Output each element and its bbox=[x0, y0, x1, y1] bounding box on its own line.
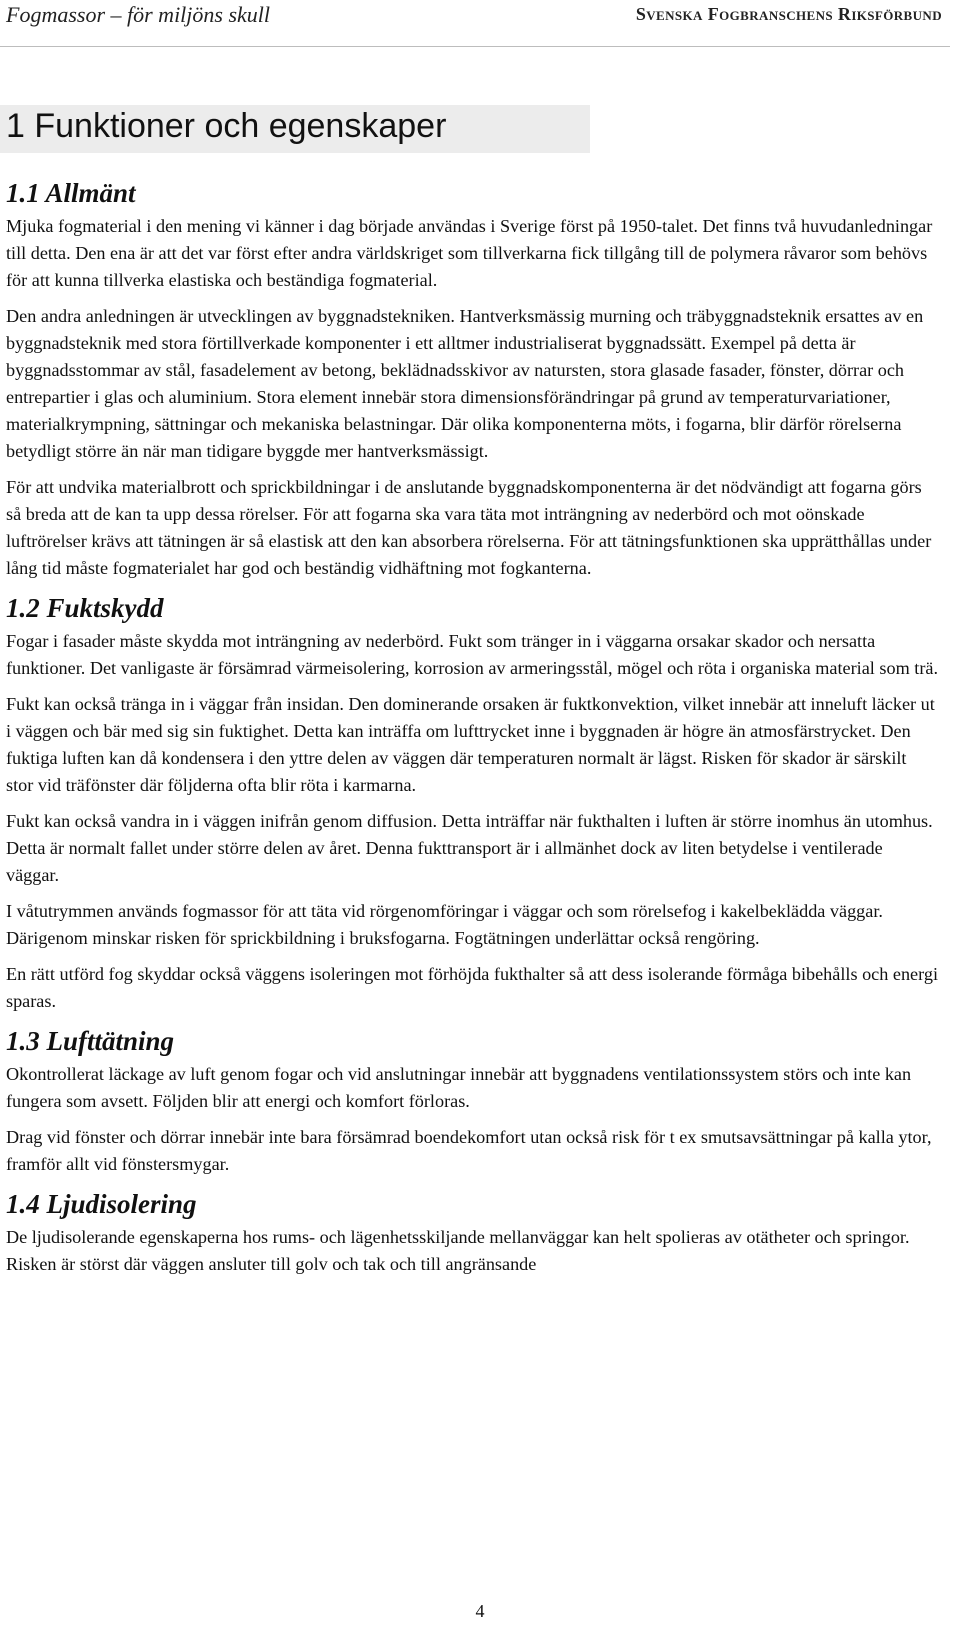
document-body bbox=[6, 176, 938, 1287]
paragraph: Okontrollerat läckage av luft genom fogar och vid anslutningar innebär att byggnadens ventilationssystem störs och inte kan fungera som avsett. Följden blir att energi och komfort förloras. bbox=[6, 1064, 912, 1111]
paragraph: Fukt kan också tränga in i väggar från insidan. Den dominerande orsaken är fuktkonvektion, vilket innebär att inneluft läcker ut i väggen och bär med sig sin fuktighet. Detta kan inträffa om lufttrycket inne i byggnaden är högre än atmosfärstrycket. Den fuktiga luften kan då kondensera i den yttre delen av väggen där temperaturen normalt är lägst. Risken för skador är särskilt stor vid träfönster där följderna ofta blir röta i karmarna. bbox=[6, 694, 935, 795]
paragraph: De ljudisolerande egenskaperna hos rums- och lägenhetsskiljande mellanväggar kan helt spolieras av otätheter och springor. Risken är störst där väggen ansluter till golv och tak och till angränsande bbox=[6, 1227, 910, 1274]
running-header-title: Fogmassor – för miljöns skull bbox=[6, 2, 271, 27]
section-heading: 1.1 Allmänt bbox=[6, 178, 136, 208]
paragraph: För att undvika materialbrott och sprickbildningar i de anslutande byggnadskomponenterna är det nödvändigt att fogarna görs så breda att de kan ta upp dessa rörelser. För att fogarna ska vara täta mot inträngning av nederbörd och mot oönskade luftrörelser krävs att tätningen är så elastisk att den kan absorbera rörelserna. För att tätningsfunktionen ska upprätthållas under lång tid måste fogmaterialet har god och beständig vidhäftning mot fogkanterna. bbox=[6, 477, 932, 578]
chapter-title: 1 Funktioner och egenskaper bbox=[6, 107, 447, 145]
page-header bbox=[0, 0, 950, 47]
section-allmant bbox=[6, 176, 938, 582]
paragraph: Mjuka fogmaterial i den mening vi känner i dag började användas i Sverige först på 1950-talet. Det finns två huvudanledningar till detta. Den ena är att det var först efter andra världskriget som tillverkarna fick tillgång till de polymera råvaror som behövs för att kunna tillverka elastiska och beständiga fogmaterial. bbox=[6, 216, 933, 290]
page-number: 4 bbox=[475, 1601, 485, 1621]
running-header-organization: Svenska Fogbranschens Riksförbund bbox=[635, 4, 942, 24]
paragraph: Fogar i fasader måste skydda mot inträngning av nederbörd. Fukt som tränger in i väggarna orsakar skador och nersatta funktioner. Det vanligaste är försämrad värmeisolering, korrosion av armeringsstål, mögel och röta i organiska material som trä. bbox=[6, 631, 939, 678]
section-heading: 1.4 Ljudisolering bbox=[6, 1189, 197, 1219]
paragraph: Drag vid fönster och dörrar innebär inte bara försämrad boendekomfort utan också risk för t ex smutsavsättningar på kalla ytor, framför allt vid fönstersmygar. bbox=[6, 1127, 932, 1174]
section-heading: 1.2 Fuktskydd bbox=[6, 593, 164, 623]
paragraph: Den andra anledningen är utvecklingen av byggnadstekniken. Hantverksmässig murning och träbyggnadsteknik ersattes av en byggnadsteknik med stora förtillverkade komponenter i ett alltmer industrialiserat byggnadssätt. Exempel på detta är byggnadsstommar av stål, fasadelement av betong, beklädnadsskivor av natursten, stora glasade fasader, fönster, dörrar och entrepartier i glas och aluminium. Stora element innebär stora dimensionsförändringar på grund av temperaturvariationer, materialkrympning, sättningar och mekaniska belastningar. Där olika komponenterna möts, i fogarna, blir därför rörelserna betydligt större än när man tidigare byggde mer hantverksmässigt. bbox=[6, 306, 924, 461]
paragraph: I våtutrymmen används fogmassor för att täta vid rörgenomföringar i väggar och som rörelsefog i kakelbeklädda väggar. Därigenom minskar risken för sprickbildning i bruksfogarna. Fogtätningen underlättar också rengöring. bbox=[6, 901, 883, 948]
section-heading: 1.3 Lufttätning bbox=[6, 1026, 175, 1056]
section-lufttatning bbox=[6, 1024, 938, 1178]
paragraph: En rätt utförd fog skyddar också väggens isoleringen mot förhöjda fukthalter så att dess isolerande förmåga bibehålls och energi sparas. bbox=[6, 964, 939, 1011]
section-fuktskydd bbox=[6, 591, 938, 1015]
paragraph: Fukt kan också vandra in i väggen inifrån genom diffusion. Detta inträffar när fukthalten i luften är större inomhus än utomhus. Detta är normalt fallet under större delen av året. Denna fukttransport är i allmänhet dock av liten betydelse i ventilerade väggar. bbox=[6, 811, 933, 885]
section-ljudisolering bbox=[6, 1187, 938, 1278]
